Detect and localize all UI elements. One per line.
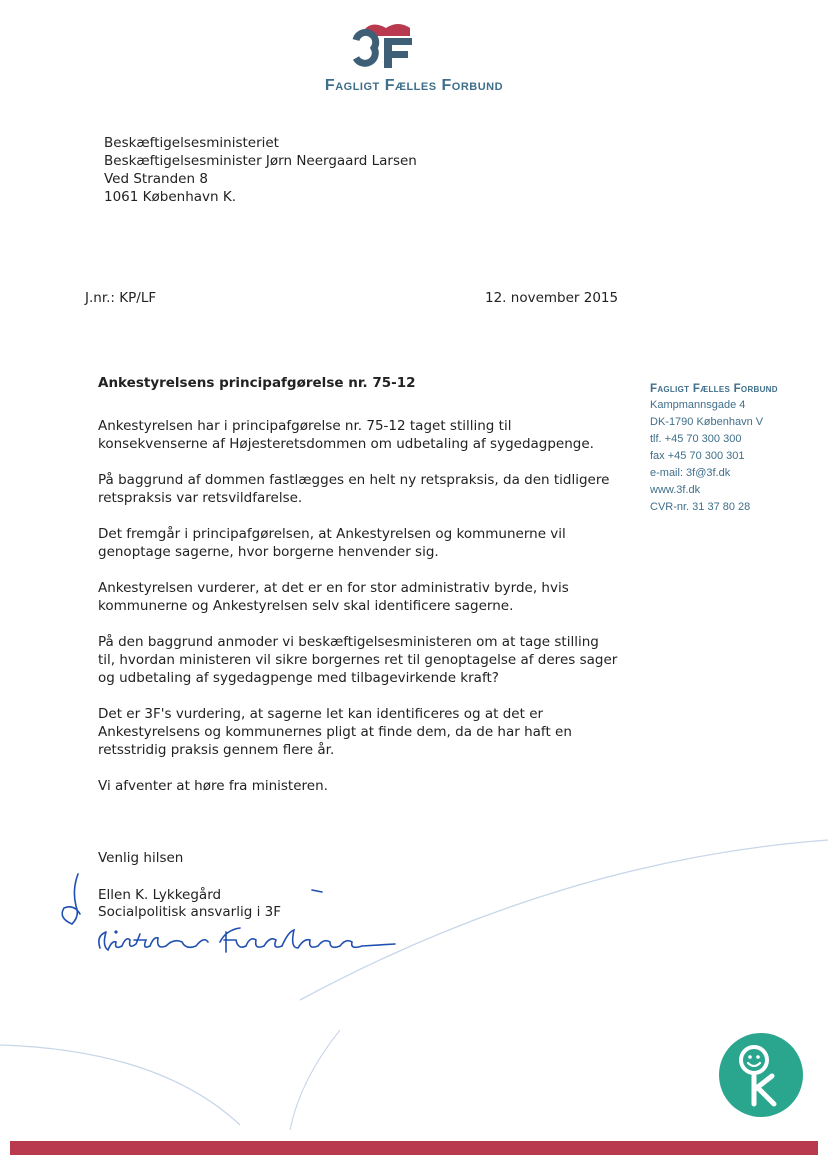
arc-mid (290, 1030, 340, 1130)
arc-bottom (0, 1045, 240, 1125)
contact-cvr: CVR-nr. 31 37 80 28 (650, 501, 751, 513)
sender-name: Ellen K. Lykkegård (98, 887, 222, 903)
3f-logo-icon (350, 18, 422, 68)
contact-fax: fax +45 70 300 301 (650, 450, 745, 462)
sender-title: Socialpolitisk ansvarlig i 3F (98, 904, 281, 920)
sidebar-org-name: Fagligt Fælles Forbund (650, 383, 778, 395)
body-paragraph: Det er 3F's vurdering, at sagerne let kan identificeres og at det er Ankestyrelsens og kommunernes pligt at finde dem, da de har haft en retsstridig praksis gennem flere år. (98, 706, 572, 758)
footer-bar (10, 1141, 818, 1155)
contact-website: www.3f.dk (650, 484, 701, 496)
contact-phone: tlf. +45 70 300 300 (650, 433, 742, 445)
letter-date: 12. november 2015 (485, 290, 619, 306)
contact-address: Kampmannsgade 4 (650, 399, 746, 411)
body-paragraph: På den baggrund anmoder vi beskæftigelsesministeren om at tage stilling til, hvordan ministeren vil sikre borgernes ret til genoptagelse af deres sager og udbetaling af sygedagpenge med tilbagevirkende kraft? (98, 634, 618, 686)
organization-name: Fagligt Fælles Forbund (324, 77, 504, 94)
address-line: Beskæftigelsesministeriet (104, 135, 279, 151)
handwritten-signature (50, 870, 410, 970)
closing-greeting: Venlig hilsen (98, 850, 184, 866)
recipient-address (104, 134, 417, 206)
letter-subject: Ankestyrelsens principafgørelse nr. 75-12 (98, 375, 416, 391)
body-paragraph: Vi afventer at høre fra ministeren. (98, 778, 328, 794)
contact-email: e-mail: 3f@3f.dk (650, 467, 731, 479)
body-paragraph: Ankestyrelsen har i principafgørelse nr. 75-12 taget stilling til konsekvenserne af Højesteretsdommen om udbetaling af sygedagpenge. (98, 418, 594, 452)
body-paragraph: Ankestyrelsen vurderer, at det er en for stor administrativ byrde, hvis kommunerne og Ankestyrelsen selv skal identificere sagerne. (98, 580, 569, 614)
contact-postal: DK-1790 København V (650, 416, 764, 428)
address-line: 1061 København K. (104, 189, 237, 205)
reference-number: J.nr.: KP/LF (85, 290, 157, 306)
contact-sidebar (650, 383, 778, 516)
body-paragraph: Det fremgår i principafgørelsen, at Ankestyrelsen og kommunerne vil genoptage sagerne, hvor borgerne henvender sig. (98, 526, 566, 560)
ok-smiley-icon (718, 1032, 804, 1118)
body-paragraph: På baggrund af dommen fastlægges en helt ny retspraksis, da den tidligere retspraksis var retsvildfarelse. (98, 472, 610, 506)
address-line: Ved Stranden 8 (104, 171, 208, 187)
address-line: Beskæftigelsesminister Jørn Neergaard Larsen (104, 153, 417, 169)
letter-body (98, 417, 618, 813)
